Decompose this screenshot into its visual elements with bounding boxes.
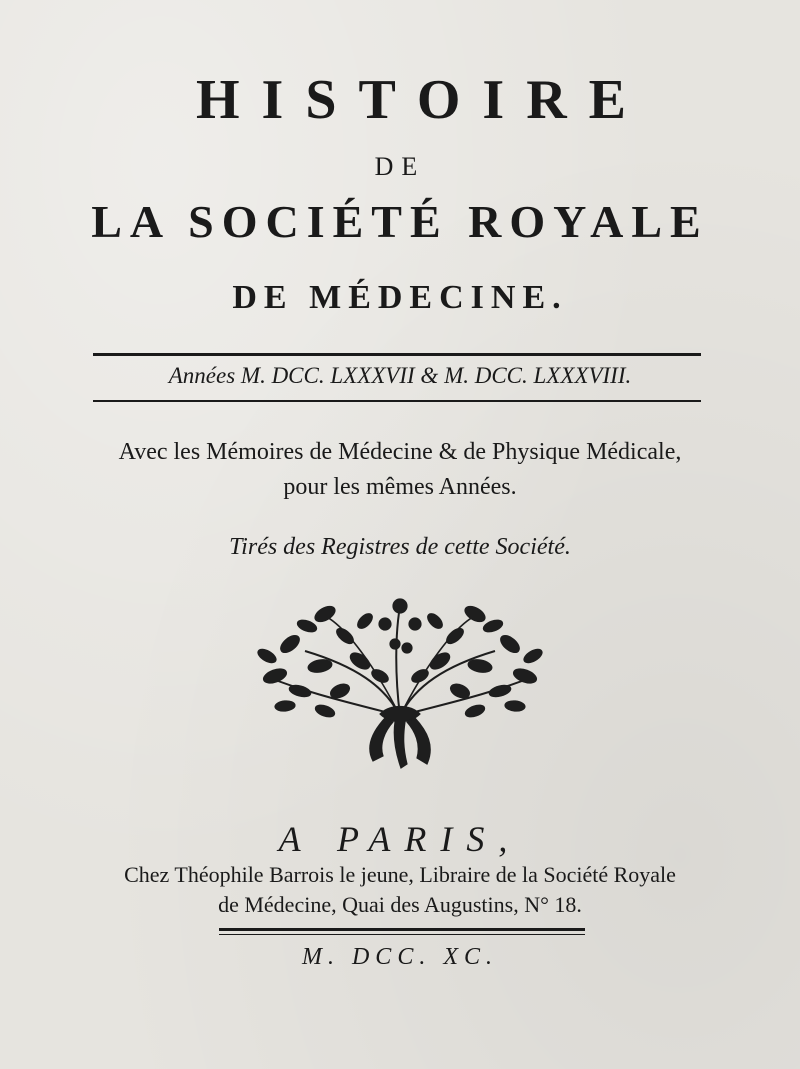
title-societe-royale: LA SOCIÉTÉ ROYALE — [91, 196, 709, 247]
title-histoire: HISTOIRE — [196, 69, 648, 131]
imprint-publisher-line2: de Médecine, Quai des Augustins, N° 18. — [218, 892, 582, 917]
top-rule — [93, 353, 701, 356]
title-de: DE — [374, 152, 426, 181]
imprint-rule-thin — [219, 934, 585, 935]
imprint-rule-thick — [219, 928, 585, 931]
years-line: Années M. DCC. LXXXVII & M. DCC. LXXXVIII. — [168, 363, 632, 388]
bottom-rule — [93, 400, 701, 402]
imprint-date: M. DCC. XC. — [301, 944, 498, 970]
floral-bouquet-icon — [245, 596, 555, 772]
subtitle-annees: pour les mêmes Années. — [283, 474, 517, 500]
subtitle-memoires: Avec les Mémoires de Médecine & de Physique Médicale, — [118, 439, 682, 465]
subtitle-registres: Tirés des Registres de cette Société. — [229, 534, 571, 560]
imprint-city: A PARIS, — [278, 819, 522, 859]
imprint-publisher-line1: Chez Théophile Barrois le jeune, Libraire de la Société Royale — [124, 862, 676, 887]
title-de-medecine: DE MÉDECINE. — [232, 279, 568, 316]
